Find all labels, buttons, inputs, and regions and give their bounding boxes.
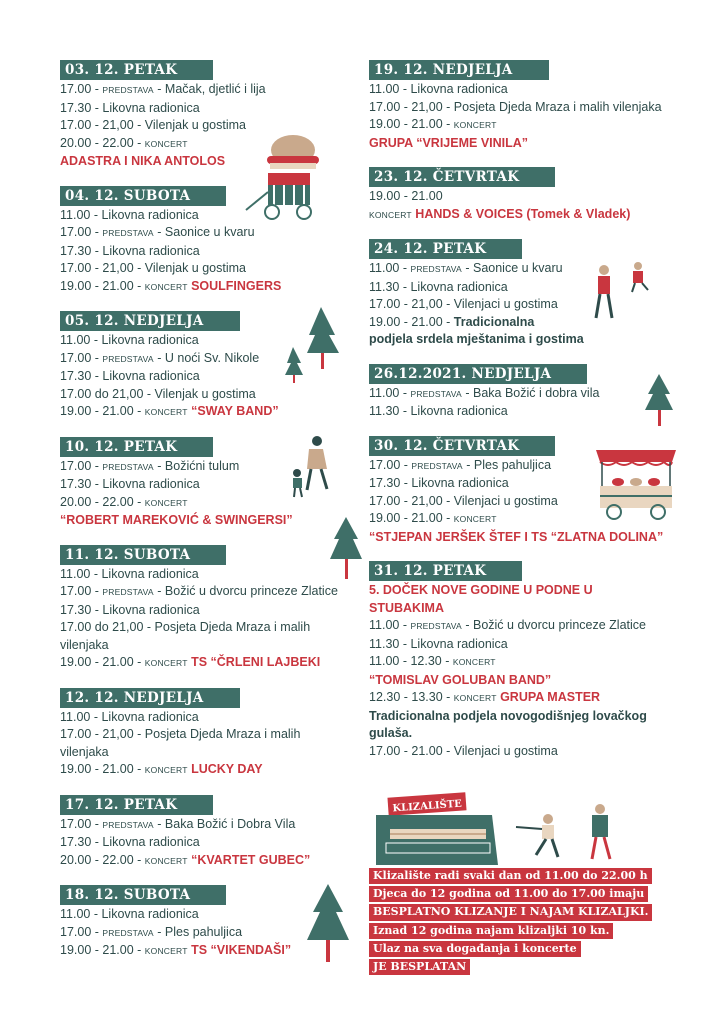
event-time: 11.00 -	[60, 709, 102, 724]
event-tag: PREDSTAVA	[102, 927, 154, 938]
event-time: 17.00 -	[60, 924, 103, 939]
event-title: Likovna radionica	[410, 82, 508, 96]
info-line-wrap	[369, 866, 652, 884]
event-time: 17.00 -	[369, 457, 412, 472]
event-tag: PREDSTAVA	[102, 85, 154, 95]
event-time: 11.00 -	[60, 907, 102, 921]
rink-sign-text: KLIZALIŠTE	[392, 798, 463, 815]
event-title: Saonice u kvaru	[472, 261, 563, 275]
event-title: Likovna radionica	[101, 566, 199, 581]
headline-text: “STJEPAN JERŠEK ŠTEF I TS “ZLATNA DOLINA”	[369, 529, 664, 544]
event-title: Likovna radionica	[102, 602, 200, 617]
day-header: 17. 12. PETAK	[60, 795, 213, 815]
event-title: Vilenjak u gostima	[154, 386, 256, 401]
event-title: Likovna radionica	[101, 907, 199, 921]
children-icon	[590, 262, 660, 322]
event-title: Likovna radionica	[411, 476, 509, 490]
event-line	[369, 636, 669, 654]
event-tag: PREDSTAVA	[102, 819, 154, 830]
event-title: Likovna radionica	[410, 279, 508, 294]
event-time: 11.30 -	[369, 636, 411, 651]
event-line	[369, 403, 669, 421]
day-header: 03. 12. PETAK	[60, 60, 213, 80]
event-separator: -	[153, 584, 165, 598]
event-tag: KONCERT	[144, 946, 188, 956]
day-header: 11. 12. SUBOTA	[60, 545, 226, 565]
event-title: Likovna radionica	[101, 709, 199, 724]
event-time: 19.00 - 21.00 -	[60, 278, 145, 293]
performer-name: “KVARTET GUBEC”	[191, 852, 311, 867]
event-time: 12.30 - 13.30 -	[369, 690, 454, 704]
event-line	[369, 743, 669, 761]
day-header: 23. 12. ČETVRTAK	[369, 167, 555, 187]
event-tag: PREDSTAVA	[102, 228, 154, 238]
event-title: Mačak, djetlić i lija	[164, 82, 266, 96]
performer-name: LUCKY DAY	[191, 762, 263, 776]
event-line	[60, 403, 350, 422]
event-title: Vilenjaci u gostima	[453, 297, 558, 311]
event-line	[60, 81, 350, 100]
event-time: 19.00 - 21.00 -	[369, 117, 454, 131]
performer-name: SOULFINGERS	[191, 278, 282, 293]
event-line	[369, 99, 669, 117]
event-line	[60, 278, 350, 297]
event-time: 20.00 - 22.00 -	[60, 852, 145, 867]
info-line-wrap	[369, 902, 652, 920]
event-title: Likovna radionica	[410, 636, 508, 651]
info-line: Iznad 12 godina najam klizaljki 10 kn.	[369, 923, 613, 939]
event-time: 19.00 - 21.00	[369, 189, 443, 203]
event-time: 11.00 -	[369, 385, 411, 400]
event-title: U noći Sv. Nikole	[164, 350, 260, 365]
event-tag: PREDSTAVA	[411, 460, 463, 471]
event-tag: PREDSTAVA	[410, 621, 462, 631]
event-time: 11.00 -	[60, 333, 102, 347]
event-time: 17.00 -	[60, 816, 103, 831]
event-title: Likovna radionica	[410, 404, 508, 418]
event-time: 20.00 - 22.00 -	[60, 135, 145, 150]
event-time: 17.00 -	[60, 458, 103, 473]
event-title: Božić u dvorcu princeze Zlatice	[164, 584, 338, 598]
event-title: Likovna radionica	[101, 207, 199, 222]
day-block	[60, 795, 350, 871]
headline-text: “ROBERT MAREKOVIĆ & SWINGERSI”	[60, 513, 293, 527]
event-tag: KONCERT	[452, 657, 496, 667]
event-tag: KONCERT	[144, 855, 188, 866]
event-time: 17.00 - 21,00 -	[60, 727, 145, 741]
info-line: Ulaz na sva događanja i koncerte	[369, 941, 581, 957]
walking-people-icon	[285, 435, 345, 505]
day-header: 24. 12. PETAK	[369, 239, 522, 259]
event-title: Baka Božić i dobra vila	[472, 385, 600, 400]
event-line	[60, 566, 350, 584]
day-header: 30. 12. ČETVRTAK	[369, 436, 555, 456]
event-time: 11.00 - 12.30 -	[369, 654, 453, 668]
info-line: Klizalište radi svaki dan od 11.00 do 22.00 h	[369, 868, 652, 884]
event-tag: KONCERT	[453, 693, 497, 703]
event-time: 17.00 - 21.00 -	[369, 743, 454, 758]
tree-icon	[305, 882, 351, 964]
performer-name: TS “VIKENDAŠI”	[191, 943, 292, 957]
event-line	[60, 260, 350, 278]
event-time: 11.30 -	[369, 404, 411, 418]
day-header: 18. 12. SUBOTA	[60, 885, 226, 905]
event-title-bold: Tradicionalna podjela novogodišnjeg lovačkog gulaša.	[369, 708, 647, 740]
event-line	[369, 653, 669, 672]
event-tag: PREDSTAVA	[102, 587, 154, 597]
event-time: 11.00 -	[369, 618, 411, 632]
event-time: 17.00 - 21,00 -	[369, 99, 454, 114]
event-time: 17.30 -	[60, 100, 103, 115]
event-time: 17.00 -	[60, 350, 103, 365]
event-title: Vilenjaci u gostima	[453, 743, 558, 758]
day-block	[60, 688, 350, 780]
performer-name: HANDS & VOICES (Tomek & Vladek)	[415, 206, 631, 221]
info-line-wrap	[369, 884, 652, 902]
event-line	[60, 834, 350, 852]
event-title: Saonice u kvaru	[164, 225, 255, 239]
info-line-wrap	[369, 939, 652, 957]
event-time: 17.30 -	[60, 243, 103, 258]
event-time: 17.00 do 21,00 -	[60, 386, 155, 401]
event-time: 17.00 - 21,00 -	[60, 261, 145, 275]
event-separator: -	[153, 458, 165, 473]
day-block	[369, 60, 669, 152]
event-time: 11.00 -	[60, 566, 102, 581]
event-line	[369, 331, 669, 349]
event-line	[369, 689, 669, 708]
info-line: JE BESPLATAN	[369, 959, 470, 975]
event-title: Vilenjak u gostima	[144, 118, 246, 132]
headline-text: GRUPA “VRIJEME VINILA”	[369, 135, 529, 150]
day-header: 04. 12. SUBOTA	[60, 186, 226, 206]
event-tag: KONCERT	[453, 514, 497, 524]
market-stall-icon	[594, 446, 678, 522]
event-separator: -	[153, 924, 165, 939]
event-time: 19.00 - 21.00 -	[60, 762, 145, 776]
event-title-bold: Tradicionalna	[453, 314, 535, 329]
event-tag: KONCERT	[144, 497, 188, 508]
event-line	[60, 602, 350, 620]
event-line	[369, 188, 669, 206]
event-time: 17.00 - 21,00 -	[369, 493, 454, 508]
day-header: 05. 12. NEDJELJA	[60, 311, 240, 331]
event-line	[369, 708, 669, 743]
event-line	[60, 852, 350, 871]
event-time: 11.00 -	[369, 82, 411, 96]
event-tag: PREDSTAVA	[410, 388, 462, 399]
tree-icon	[643, 372, 675, 428]
event-line	[60, 761, 350, 780]
event-title: Likovna radionica	[102, 835, 200, 849]
event-time: 17.00 -	[60, 82, 103, 96]
event-line	[369, 385, 669, 404]
day-block	[369, 167, 669, 224]
event-line	[60, 386, 350, 404]
day-block	[369, 561, 669, 760]
event-tag: KONCERT	[144, 765, 188, 775]
event-time: 19.00 - 21.00 -	[60, 655, 145, 669]
day-block	[60, 545, 350, 673]
day-block	[369, 364, 669, 421]
event-line	[60, 224, 350, 243]
event-tag: KONCERT	[369, 209, 412, 220]
event-time: 19.00 - 21.00 -	[369, 511, 454, 525]
day-header: 31. 12. PETAK	[369, 561, 522, 581]
event-line	[369, 81, 669, 99]
event-title: Posjeta Djeda Mraza i malih vilenjaka	[60, 727, 301, 759]
event-tag: KONCERT	[144, 658, 188, 668]
event-separator: -	[462, 457, 474, 472]
performer-name: GRUPA MASTER	[500, 690, 601, 704]
event-time: 19.00 - 21.00 -	[60, 943, 145, 957]
hotdog-cart-icon	[240, 130, 340, 225]
event-separator: -	[153, 350, 165, 365]
event-time: 17.00 -	[60, 584, 103, 598]
event-tag: KONCERT	[144, 407, 188, 417]
event-tag: KONCERT	[453, 120, 497, 130]
event-title: Vilenjaci u gostima	[453, 493, 558, 508]
event-title: Božićni tulum	[164, 458, 240, 473]
event-title: Posjeta Djeda Mraza i malih vilenjaka	[60, 620, 311, 652]
event-line	[60, 816, 350, 835]
event-title: Likovna radionica	[102, 100, 200, 115]
event-tag: KONCERT	[144, 281, 188, 292]
event-time: 17.00 - 21,00 -	[369, 297, 454, 311]
event-time: 17.30 -	[369, 476, 412, 490]
info-line-wrap	[369, 957, 652, 975]
right-column	[369, 60, 669, 775]
event-line	[60, 654, 350, 673]
event-time: 17.00 -	[60, 225, 103, 239]
event-separator: -	[153, 816, 165, 831]
event-line	[60, 709, 350, 727]
event-line	[60, 726, 350, 761]
event-tag: KONCERT	[144, 138, 188, 149]
event-title: Baka Božić i Dobra Vila	[164, 816, 296, 831]
event-title: Božić u dvorcu princeze Zlatice	[472, 618, 646, 632]
event-tag: PREDSTAVA	[102, 461, 154, 472]
event-time: 19.00 - 21.00 -	[60, 404, 145, 418]
day-header: 19. 12. NEDJELJA	[369, 60, 549, 80]
event-title: Posjeta Djeda Mraza i malih vilenjaka	[453, 99, 662, 114]
event-separator: -	[153, 82, 165, 96]
event-line	[60, 583, 350, 602]
event-tag: PREDSTAVA	[102, 353, 154, 364]
headline-text: “TOMISLAV GOLUBAN BAND”	[369, 672, 552, 687]
event-title: Likovna radionica	[102, 477, 200, 491]
event-title: Likovna radionica	[102, 369, 200, 383]
tree-icon	[328, 515, 364, 581]
day-header: 26.12.2021. NEDJELJA	[369, 364, 587, 384]
event-time: 17.00 - 21,00 -	[60, 118, 145, 132]
event-separator: -	[461, 261, 473, 275]
info-line: BESPLATNO KLIZANJE I NAJAM KLIZALJKI.	[369, 904, 652, 920]
event-time: 17.30 -	[60, 602, 103, 617]
event-line	[60, 100, 350, 118]
event-line	[369, 116, 669, 135]
info-line-wrap	[369, 921, 652, 939]
event-separator: -	[461, 618, 473, 632]
day-header: 10. 12. PETAK	[60, 437, 213, 457]
event-title: Ples pahuljica	[473, 457, 552, 472]
performer-name: “SWAY BAND”	[191, 404, 279, 418]
event-time: 20.00 - 22.00 -	[60, 494, 145, 509]
event-title: Vilenjak u gostima	[144, 261, 246, 275]
event-separator: -	[153, 225, 165, 239]
rink-info-box	[369, 866, 652, 975]
event-line	[369, 617, 669, 636]
event-separator: -	[461, 385, 473, 400]
event-time: 17.30 -	[60, 477, 103, 491]
performer-name: TS “ČRLENI LAJBEKI	[191, 655, 321, 669]
day-header: 12. 12. NEDJELJA	[60, 688, 240, 708]
trees-icon	[283, 305, 343, 385]
event-line	[60, 619, 350, 654]
event-time: 11.00 -	[369, 261, 411, 275]
event-time: 19.00 - 21.00 -	[369, 314, 454, 329]
event-title: Likovna radionica	[101, 333, 199, 347]
event-tag: PREDSTAVA	[410, 264, 462, 274]
event-time: 17.30 -	[60, 835, 103, 849]
event-time: 11.00 -	[60, 207, 102, 222]
event-time: 17.00 do 21,00 -	[60, 620, 155, 634]
event-title-bold: podjela srdela mještanima i gostima	[369, 332, 584, 346]
event-line	[60, 243, 350, 261]
event-time: 17.30 -	[60, 369, 103, 383]
ice-rink-icon	[372, 785, 662, 867]
event-time: 11.30 -	[369, 279, 411, 294]
headline-text: 5. DOČEK NOVE GODINE U PODNE U STUBAKIMA	[369, 583, 593, 615]
headline-text: ADASTRA I NIKA ANTOLOS	[60, 154, 226, 168]
event-title: Likovna radionica	[102, 243, 200, 258]
event-title: Ples pahuljica	[164, 924, 243, 939]
info-line: Djeca do 12 godina od 11.00 do 17.00 imaju	[369, 886, 648, 902]
event-line	[369, 206, 669, 225]
